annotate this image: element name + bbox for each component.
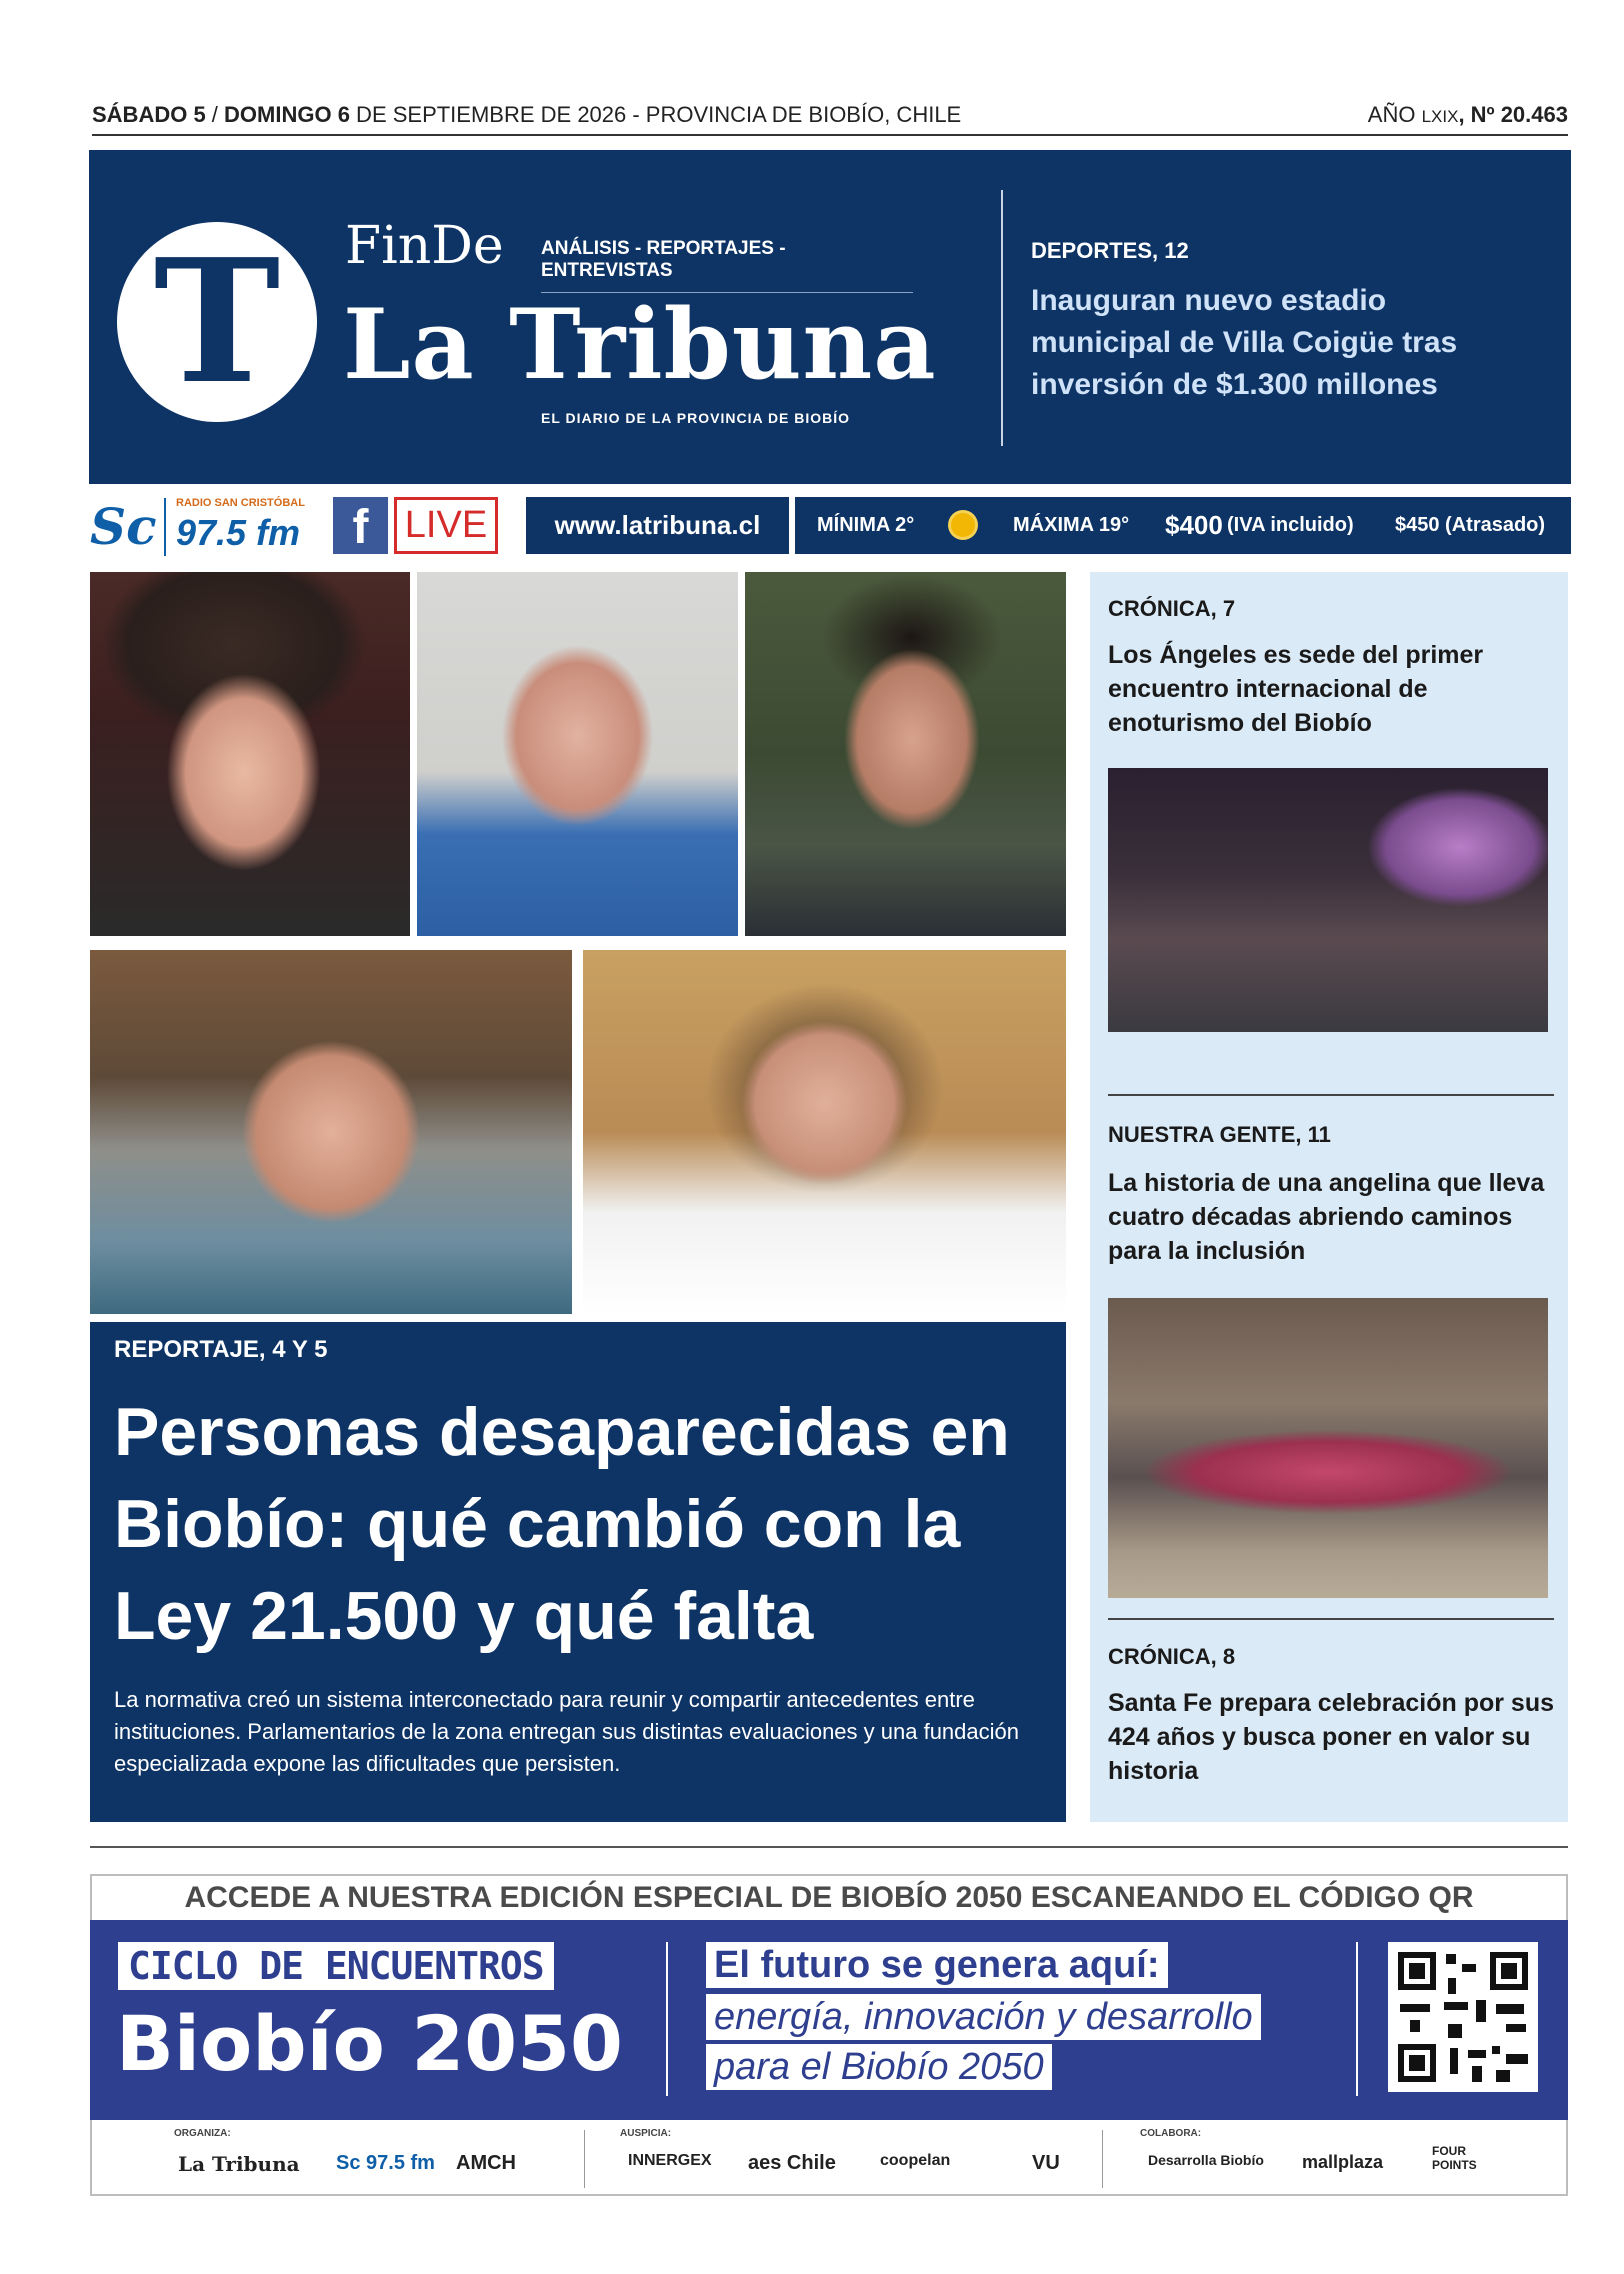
weather-price-bar — [795, 497, 1571, 554]
sponsor-divider-2 — [1102, 2130, 1103, 2188]
sidebar-rule-1 — [1108, 1094, 1554, 1096]
sponsor-desarrolla-biobio: Desarrolla Biobío — [1148, 2152, 1264, 2168]
photo-missing-person-2 — [417, 572, 738, 936]
sponsor-la-tribuna: La Tribuna — [178, 2152, 300, 2176]
sidebar — [1090, 572, 1568, 1822]
facebook-icon[interactable]: f — [333, 497, 388, 554]
radio-name: RADIO SAN CRISTÓBAL — [176, 497, 305, 509]
temp-max: MÁXIMA 19° — [1013, 514, 1130, 536]
paper-name: La Tribuna — [343, 288, 937, 401]
bottom-rule — [90, 1846, 1568, 1848]
main-story-headline[interactable]: Personas desaparecidas en Biobío: qué cambió con la Ley 21.500 y qué falta — [114, 1394, 1010, 1654]
dateline-sep: / — [205, 102, 225, 127]
organiza-label: ORGANIZA: — [174, 2128, 231, 2139]
dateline-day2: DOMINGO 6 — [224, 102, 350, 127]
radio-divider — [164, 498, 166, 556]
sidebar-headline-1[interactable]: Los Ángeles es sede del primer encuentro internacional de enoturismo del Biobío — [1108, 641, 1484, 737]
sponsor-radio-sc: Sc 97.5 fm — [336, 2152, 435, 2174]
ad-tag: CICLO DE ENCUENTROS — [118, 1942, 554, 1990]
teaser-kicker: DEPORTES, 12 — [1031, 238, 1189, 263]
photo-teachers-group — [1108, 1298, 1548, 1598]
colabora-label: COLABORA: — [1140, 2128, 1202, 2139]
sponsor-divider-1 — [584, 2130, 585, 2188]
ad-title: Biobío 2050 — [116, 1999, 623, 2088]
issue-number: , Nº 20.463 — [1458, 102, 1568, 127]
photo-missing-person-3 — [745, 572, 1066, 936]
price-late: $450 (Atrasado) — [1395, 514, 1546, 536]
year-label: AÑO — [1367, 102, 1422, 127]
masthead — [89, 150, 1571, 484]
sponsor-mallplaza: mallplaza — [1302, 2152, 1384, 2172]
sponsor-innergex: INNERGEX — [628, 2152, 712, 2169]
live-badge[interactable]: LIVE — [394, 497, 498, 554]
main-story[interactable] — [90, 1322, 1066, 1822]
qr-banner: ACCEDE A NUESTRA EDICIÓN ESPECIAL DE BIOBÍO 2050 ESCANEANDO EL CÓDIGO QR — [90, 1874, 1568, 1920]
biobio-2050-ad[interactable] — [90, 1920, 1568, 2120]
finde-label: FinDe — [345, 216, 504, 276]
masthead-tagline: ANÁLISIS - REPORTAJES - ENTREVISTAS — [541, 238, 913, 293]
ad-line-2: energía, innovación y desarrollo — [706, 1994, 1261, 2040]
ad-divider-1 — [666, 1942, 668, 2096]
main-story-body: La normativa creó un sistema interconectado para reunir y compartir antecedentes entre instituciones. Parlamentarios de la zona entregan sus distintas evaluaciones y una fundación especializada expone las dificultades que persisten. — [114, 1687, 1019, 1776]
auspicia-label: AUSPICIA: — [620, 2128, 672, 2139]
dateline — [92, 100, 1568, 136]
sidebar-kicker-2: NUESTRA GENTE, 11 — [1108, 1122, 1331, 1147]
photo-missing-person-1 — [90, 572, 410, 936]
dateline-day1: SÁBADO 5 — [92, 102, 206, 127]
main-story-kicker: REPORTAJE, 4 Y 5 — [114, 1336, 328, 1363]
sponsor-aes: aes Chile — [748, 2152, 836, 2174]
teaser-headline[interactable]: Inauguran nuevo estadio municipal de Villa Coigüe tras inversión de $1.300 millones — [1031, 284, 1458, 401]
website-url[interactable]: www.latribuna.cl — [526, 497, 789, 554]
photo-missing-person-4 — [90, 950, 572, 1314]
tribuna-logo-icon: T — [117, 222, 317, 422]
year-value: LXIX — [1421, 107, 1459, 126]
sun-icon — [951, 513, 975, 537]
ad-line-3: para el Biobío 2050 — [706, 2044, 1052, 2090]
temp-min: MÍNIMA 2° — [817, 514, 915, 536]
sidebar-headline-3[interactable]: Santa Fe prepara celebración por sus 424 años y busca poner en valor su historia — [1108, 1689, 1554, 1785]
dateline-date — [92, 102, 961, 128]
photo-missing-person-5 — [583, 950, 1066, 1314]
radio-frequency: 97.5 fm — [176, 512, 301, 553]
sponsor-vu: VU — [1032, 2152, 1060, 2174]
sidebar-kicker-3: CRÓNICA, 8 — [1108, 1644, 1236, 1669]
dateline-rest: DE SEPTIEMBRE DE 2026 - PROVINCIA DE BIOBÍO, CHILE — [349, 102, 962, 127]
sponsor-coopelan: coopelan — [880, 2152, 951, 2169]
sponsors-strip — [90, 2120, 1568, 2196]
sponsor-amch: AMCH — [456, 2152, 516, 2174]
sponsor-four-points: FOUR POINTS — [1432, 2144, 1477, 2172]
price-note: (IVA incluido) — [1227, 514, 1354, 536]
sidebar-rule-2 — [1108, 1618, 1554, 1620]
masthead-divider — [1001, 190, 1003, 446]
price: $400 — [1165, 510, 1223, 540]
sidebar-headline-2[interactable]: La historia de una angelina que lleva cuatro décadas abriendo caminos para la inclusión — [1108, 1169, 1545, 1265]
ad-divider-2 — [1356, 1942, 1358, 2096]
dateline-issue — [1368, 102, 1568, 128]
ad-line-1: El futuro se genera aquí: — [706, 1942, 1168, 1988]
sidebar-kicker-1: CRÓNICA, 7 — [1108, 596, 1236, 621]
paper-subtitle: EL DIARIO DE LA PROVINCIA DE BIOBÍO — [541, 410, 851, 426]
qr-code-icon[interactable] — [1388, 1942, 1538, 2092]
photo-enoturismo-event — [1108, 768, 1548, 1032]
radio-logo-icon: Sc — [90, 497, 157, 556]
